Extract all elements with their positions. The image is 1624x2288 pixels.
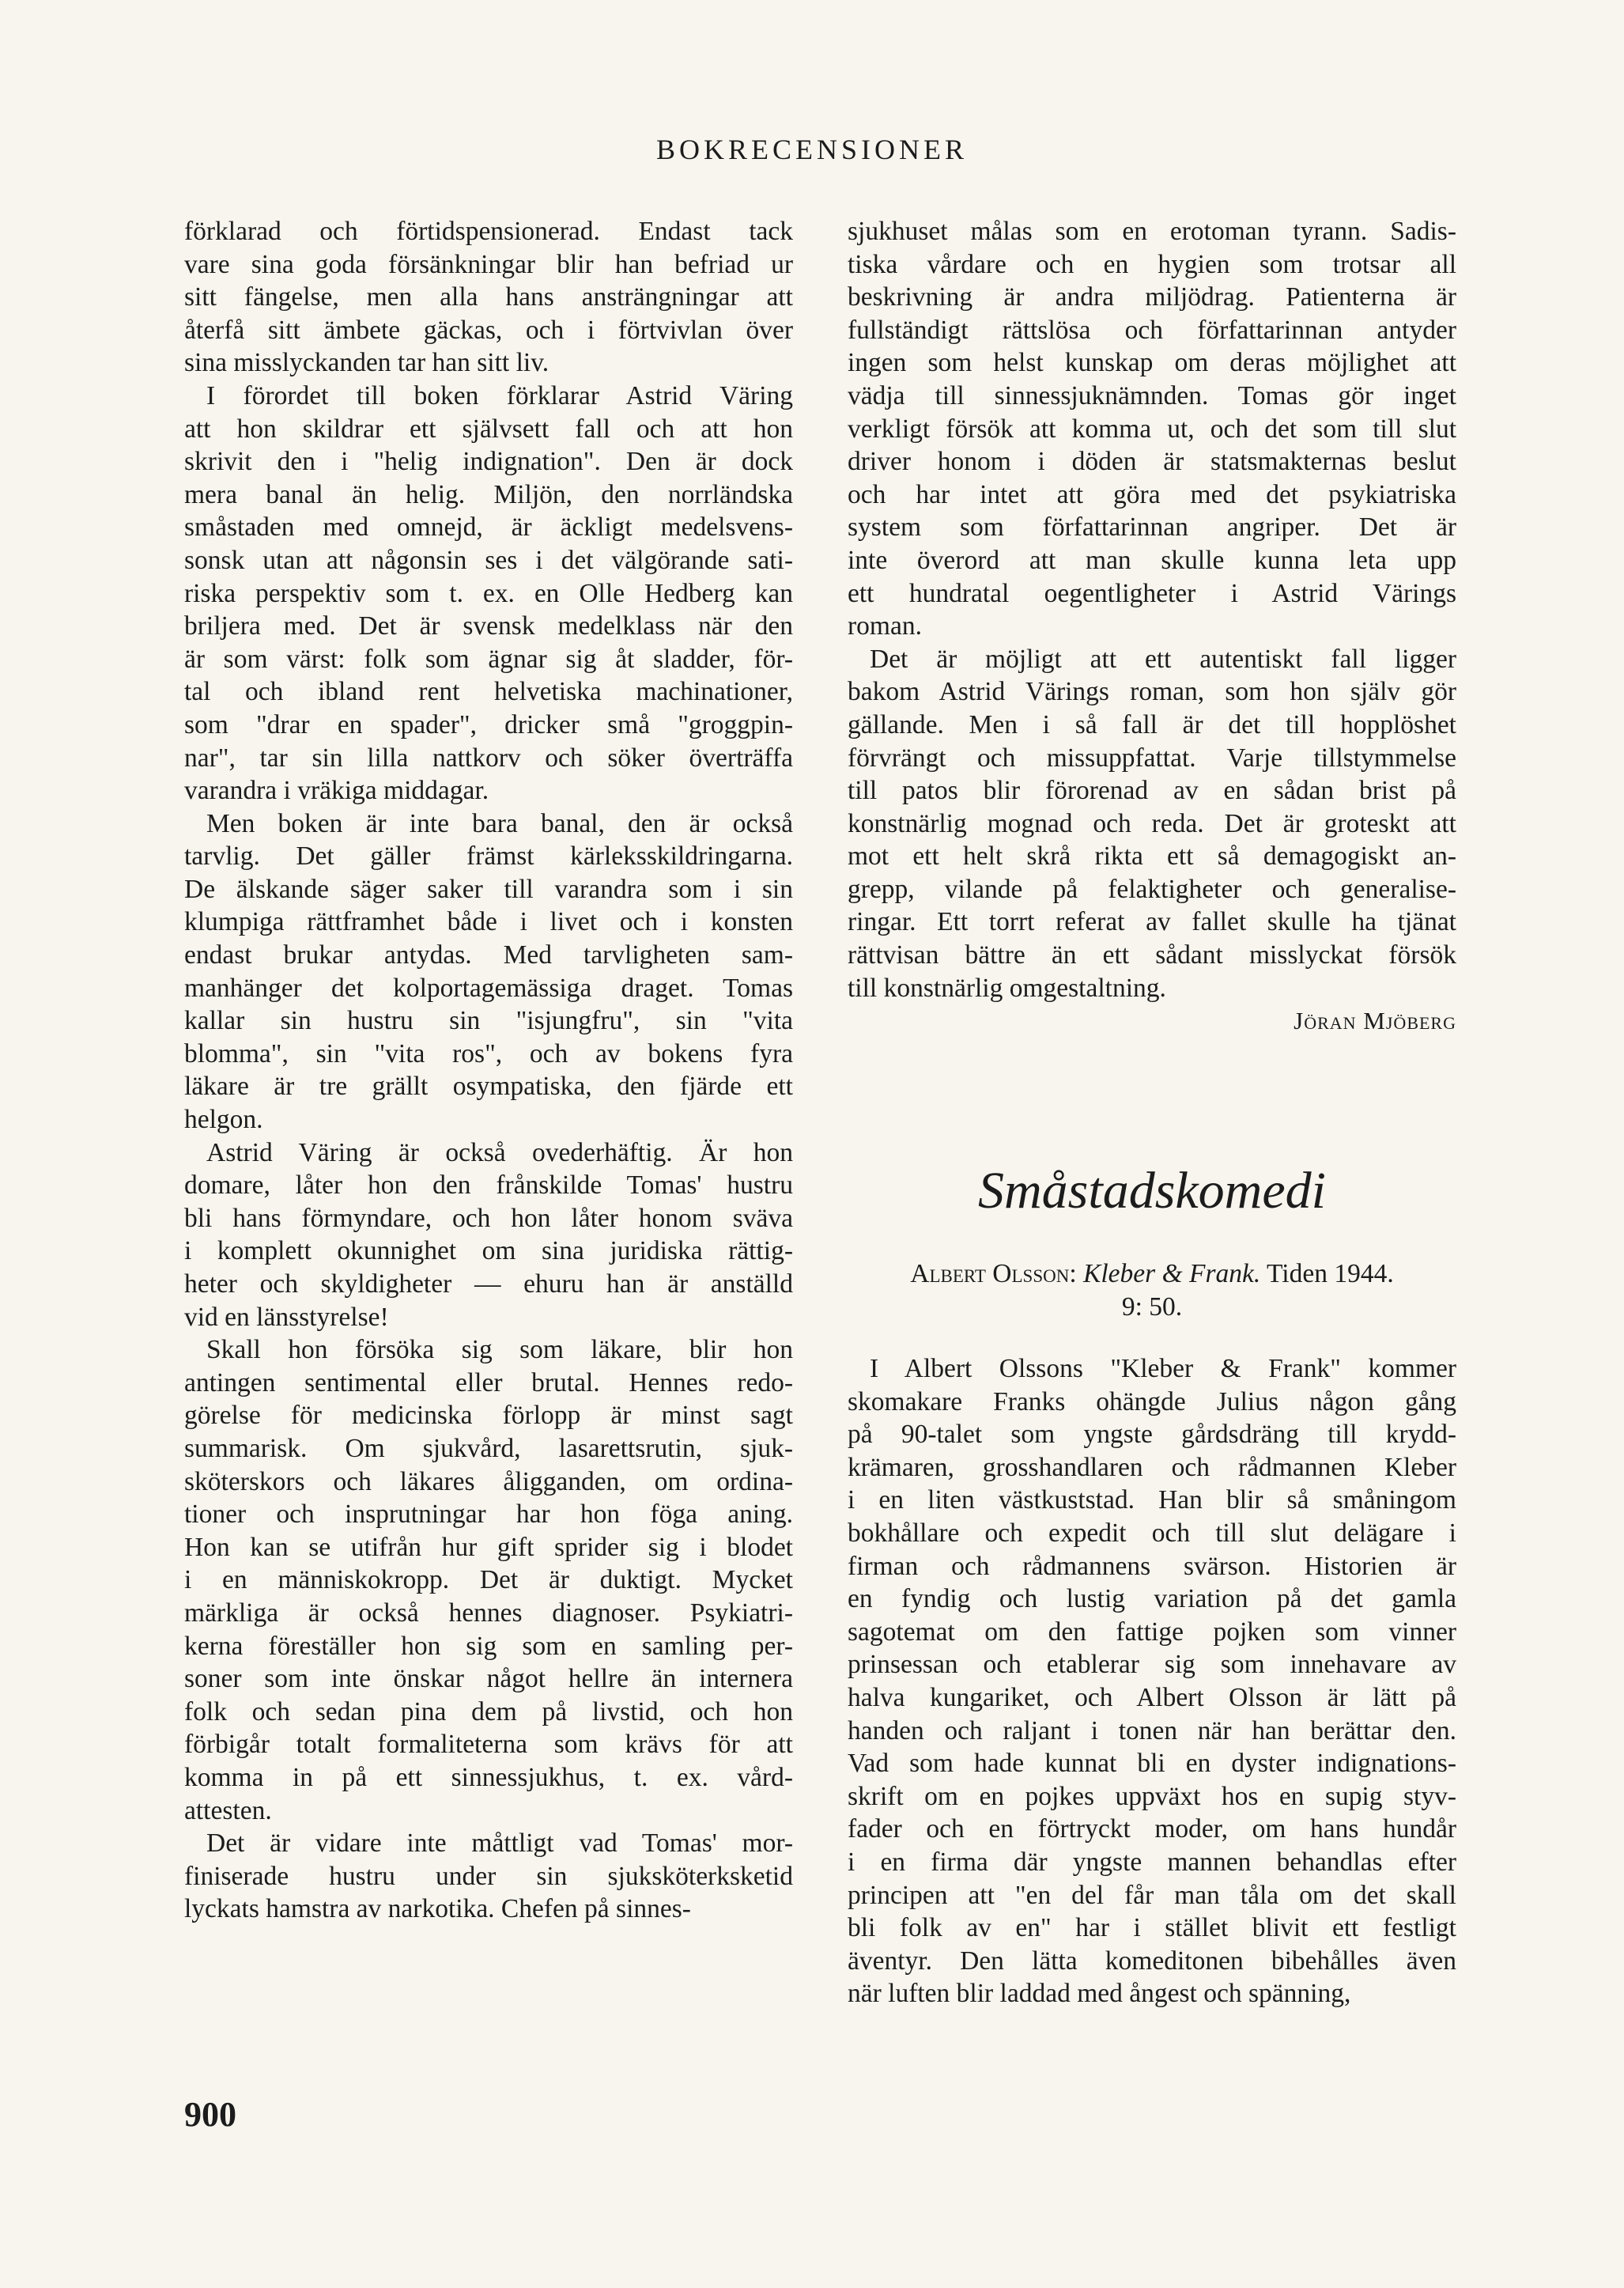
- text-line: en fyndig och lustig variation på det gamla: [848, 1584, 1456, 1614]
- text-line: verkligt försök att komma ut, och det som till slut: [848, 414, 1456, 444]
- text-line: görelse för medicinska förlopp är minst sagt: [184, 1401, 793, 1431]
- text-line: system som författarinnan angriper. Det är: [848, 512, 1456, 543]
- text-line: manhänger det kolportagemässiga draget. Tomas: [184, 973, 793, 1003]
- text-line: Men boken är inte bara banal, den är också: [206, 808, 793, 838]
- text-line: prinsessan och etablerar sig som innehavare av: [848, 1650, 1456, 1680]
- text-line: vädja till sinnessjuknämnden. Tomas gör inget: [848, 380, 1456, 410]
- text-line: principen att "en del får man tåla om det skall: [848, 1880, 1456, 1910]
- text-line: ett hundratal oegentligheter i Astrid Värings: [848, 578, 1456, 608]
- text-line: som "drar en spader", dricker små "groggpin-: [184, 709, 793, 739]
- text-line: mera banal än helig. Miljön, den norrländska: [184, 479, 793, 509]
- text-line: i en människokropp. Det är duktigt. Mycket: [184, 1565, 793, 1595]
- text-line: vare sina goda försänkningar blir han befriad ur: [184, 249, 793, 279]
- text-line: i en liten västkuststad. Han blir så småningom: [848, 1485, 1456, 1515]
- text-line: driver honom i döden är statsmakternas beslut: [848, 447, 1456, 477]
- text-line: handen och raljant i tonen när han berättar den.: [848, 1715, 1456, 1745]
- text-line: mot ett helt skrå rikta ett så demagogiskt an-: [848, 841, 1456, 872]
- left-column: [184, 215, 793, 1926]
- text-line: småstaden med omnejd, är äckligt medelsvens-: [184, 512, 793, 543]
- text-line: när luften blir laddad med ångest och spänning,: [848, 1979, 1351, 2009]
- text-line: sina misslyckanden tar han sitt liv.: [184, 348, 550, 378]
- text-line: till konstnärlig omgestaltning.: [848, 973, 1166, 1003]
- text-line: krämaren, grosshandlaren och rådmannen Kleber: [848, 1452, 1456, 1482]
- text-line: nar", tar sin lilla nattkorv och söker överträffa: [184, 743, 793, 773]
- text-line: Det är vidare inte måttligt vad Tomas' mor-: [206, 1829, 793, 1859]
- text-line: skomakare Franks ohängde Julius någon gång: [848, 1386, 1456, 1416]
- text-line: tioner och insprutningar har hon föga aning.: [184, 1499, 793, 1530]
- text-line: förvrängt och missuppfattat. Varje tillstymmelse: [848, 743, 1456, 773]
- text-line: märkliga är också hennes diagnoser. Psykiatri-: [184, 1598, 793, 1628]
- text-line: bli folk av en" har i stället blivit ett festligt: [848, 1913, 1456, 1943]
- text-line: skrivit den i "helig indignation". Den är dock: [184, 447, 793, 477]
- text-line: heter och skyldigheter — ehuru han är anställd: [184, 1269, 793, 1299]
- text-line: vid en länsstyrelse!: [184, 1302, 389, 1332]
- text-line: förklarad och förtidspensionerad. Endast tack: [184, 217, 793, 246]
- text-line: tiska vårdare och en hygien som trotsar all: [848, 249, 1456, 279]
- running-head: BOKRECENSIONER: [655, 134, 969, 165]
- text-line: till patos blir förorenad av en sådan brist på: [848, 776, 1456, 806]
- text-line: kerna föreställer hon sig som en samling per-: [184, 1631, 793, 1661]
- text-line: på 90-talet som yngste gårdsdräng till krydd-: [848, 1420, 1456, 1450]
- section-title: Småstadskomedi: [978, 1162, 1326, 1220]
- text-line: roman.: [848, 611, 922, 641]
- text-line: Astrid Väring är också ovederhäftig. Är hon: [206, 1137, 793, 1167]
- citation-separator: :: [1069, 1259, 1084, 1288]
- text-line: halva kungariket, och Albert Olsson är lätt på: [848, 1682, 1456, 1712]
- text-line: domare, låter hon den frånskilde Tomas' hustru: [184, 1170, 793, 1201]
- right-column-bottom: [848, 1352, 1456, 2010]
- text-line: återfå sitt ämbete gäckas, och i förtvivlan över: [184, 315, 793, 345]
- text-line: summarisk. Om sjukvård, lasarettsrutin, sjuk-: [184, 1433, 793, 1463]
- text-line: De älskande säger saker till varandra som i sin: [184, 874, 793, 904]
- text-line: läkare är tre grällt osympatiska, den fjärde ett: [184, 1072, 793, 1102]
- text-line: ingen som helst kunskap om deras möjlighet att: [848, 348, 1456, 378]
- text-line: i komplett okunnighet om sina juridiska rättig-: [184, 1236, 793, 1266]
- text-line: tal och ibland rent helvetiska machinationer,: [184, 677, 793, 707]
- text-line: sagotemat om den fattige pojken som vinner: [848, 1617, 1456, 1647]
- text-line: tarvlig. Det gäller främst kärleksskildringarna.: [184, 841, 793, 872]
- text-line: Vad som hade kunnat bli en dyster indignations-: [848, 1749, 1456, 1779]
- text-line: ringar. Ett torrt referat av fallet skulle ha tjänat: [848, 907, 1456, 937]
- right-column-top: [848, 215, 1456, 1038]
- text-line: soner som inte önskar något hellre än internera: [184, 1664, 793, 1694]
- text-line: attesten.: [184, 1795, 272, 1825]
- text-line: lyckats hamstra av narkotika. Chefen på sinnes-: [184, 1894, 691, 1924]
- text-line: bakom Astrid Värings roman, som hon själv gör: [848, 677, 1456, 707]
- text-line: bokhållare och expedit och till slut delägare i: [848, 1518, 1456, 1548]
- text-line: Det är möjligt att ett autentiskt fall ligger: [870, 644, 1456, 674]
- text-line: helgon.: [184, 1105, 263, 1135]
- review-metadata: [848, 1257, 1456, 1324]
- text-line: Hon kan se utifrån hur gift sprider sig i blodet: [184, 1532, 793, 1562]
- text-line: sonsk utan att någonsin ses i det välgörande sati-: [184, 545, 793, 575]
- reviewer-signature: Jöran Mjöberg: [1294, 1007, 1456, 1035]
- text-line: firman och rådmannens svärson. Historien är: [848, 1551, 1456, 1581]
- text-line: folk och sedan pina dem på livstid, och hon: [184, 1696, 793, 1726]
- review-ref: 9: 50.: [1121, 1292, 1183, 1322]
- text-line: gällande. Men i så fall är det till hopplöshet: [848, 709, 1456, 739]
- text-line: blomma", sin "vita ros", och av bokens fyra: [184, 1038, 793, 1068]
- text-line: i en firma där yngste mannen behandlas efter: [848, 1847, 1456, 1877]
- text-line: bli hans förmyndare, och hon låter honom sväva: [184, 1203, 793, 1233]
- text-line: fullständigt rättslösa och författarinnan antyder: [848, 315, 1456, 345]
- review-book-title: Kleber & Frank.: [1083, 1259, 1261, 1288]
- text-line: endast brukar antydas. Med tarvligheten sam-: [184, 940, 793, 970]
- text-line: varandra i vräkiga middagar.: [184, 776, 489, 806]
- text-line: rättvisan bättre än ett sådant misslyckat försök: [848, 940, 1456, 970]
- review-publisher-year: Tiden 1944.: [1260, 1259, 1394, 1288]
- text-line: riska perspektiv som t. ex. en Olle Hedberg kan: [184, 578, 793, 608]
- text-line: är som värst: folk som ägnar sig åt sladder, för-: [184, 644, 793, 674]
- text-line: I Albert Olssons "Kleber & Frank" kommer: [870, 1354, 1456, 1383]
- text-line: komma in på ett sinnessjukhus, t. ex. vård-: [184, 1762, 793, 1792]
- text-line: skrift om en pojkes uppväxt hos en supig styv-: [848, 1781, 1456, 1811]
- text-line: sjukhuset målas som en erotoman tyrann. Sadis-: [848, 217, 1456, 246]
- text-line: inte överord att man skulle kunna leta upp: [848, 545, 1456, 575]
- text-line: att hon skildrar ett självsett fall och att hon: [184, 414, 793, 444]
- review-citation: [848, 1257, 1456, 1291]
- page-number: 900: [184, 2095, 236, 2134]
- text-line: fader och en förtryckt moder, om hans hundår: [848, 1814, 1456, 1844]
- text-line: sitt fängelse, men alla hans ansträngningar att: [184, 282, 793, 312]
- text-line: antingen sentimental eller brutal. Hennes redo-: [184, 1367, 793, 1397]
- text-line: Skall hon försöka sig som läkare, blir hon: [206, 1335, 793, 1365]
- text-line: äventyr. Den lätta komeditonen bibehålles även: [848, 1946, 1456, 1976]
- text-line: klumpiga rättframhet både i livet och i konsten: [184, 907, 793, 937]
- review-author: Albert Olsson: [910, 1259, 1070, 1288]
- text-line: sköterskors och läkares åligganden, om ordina-: [184, 1466, 793, 1496]
- text-line: finiserade hustru under sin sjuksköterksketid: [184, 1861, 793, 1891]
- text-line: konstnärlig mognad och reda. Det är groteskt att: [848, 808, 1456, 838]
- text-line: kallar sin hustru sin "isjungfru", sin "vita: [184, 1006, 793, 1036]
- text-line: och har intet att göra med det psykiatriska: [848, 479, 1456, 509]
- text-line: I förordet till boken förklarar Astrid Väring: [206, 380, 793, 410]
- text-line: beskrivning är andra miljödrag. Patienterna är: [848, 282, 1456, 312]
- text-line: briljera med. Det är svensk medelklass när den: [184, 611, 793, 641]
- text-line: förbigår totalt formaliteterna som krävs för att: [184, 1730, 793, 1760]
- text-line: grepp, vilande på felaktigheter och generalise-: [848, 874, 1456, 904]
